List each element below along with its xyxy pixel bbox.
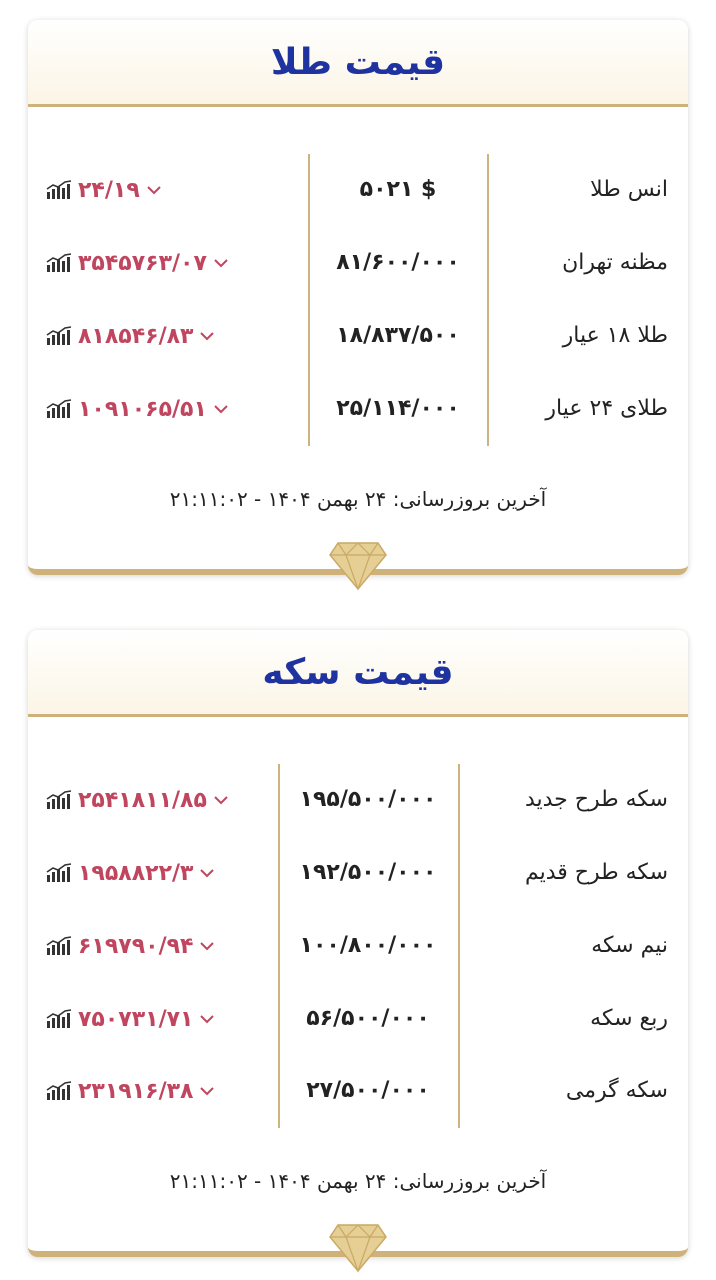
item-name: نیم سکه — [591, 933, 668, 958]
chart-bars-icon[interactable] — [46, 863, 72, 883]
coin-price-table — [28, 764, 688, 1128]
change-value: ۲۴/۱۹ — [78, 177, 140, 203]
chevron-down-icon — [199, 867, 215, 879]
gold-price-table — [28, 154, 688, 446]
item-price: ۱۹۵/۵۰۰/۰۰۰ — [299, 787, 437, 812]
coin-card-header — [28, 630, 688, 717]
change-value: ۱۹۵۸۸۲۲/۳ — [78, 860, 194, 886]
chevron-down-icon — [199, 330, 215, 342]
chart-bars-icon[interactable] — [46, 253, 72, 273]
chart-bars-icon[interactable] — [46, 1009, 72, 1029]
diamond-icon — [328, 539, 388, 591]
change-value: ۱۰۹۱۰۶۵/۵۱ — [78, 396, 207, 422]
item-change[interactable] — [46, 1071, 215, 1111]
last-updated: آخرین بروزرسانی: ۲۴ بهمن ۱۴۰۴ - ۲۱:۱۱:۰۲ — [169, 487, 547, 511]
chart-bars-icon[interactable] — [46, 790, 72, 810]
chart-bars-icon[interactable] — [46, 936, 72, 956]
change-value: ۲۵۴۱۸۱۱/۸۵ — [78, 787, 207, 813]
change-value: ۳۵۴۵۷۶۳/۰۷ — [78, 250, 207, 276]
diamond-icon — [328, 1221, 388, 1273]
change-value: ۶۱۹۷۹۰/۹۴ — [78, 933, 194, 959]
chevron-down-icon — [199, 940, 215, 952]
item-price: ۲۷/۵۰۰/۰۰۰ — [306, 1078, 430, 1103]
change-value: ۷۵۰۷۳۱/۷۱ — [78, 1006, 194, 1032]
chevron-down-icon — [146, 184, 162, 196]
chart-bars-icon[interactable] — [46, 180, 72, 200]
table-row — [28, 853, 688, 893]
table-row — [28, 316, 688, 356]
item-price: ۲۵/۱۱۴/۰۰۰ — [336, 396, 460, 421]
gold-price-card — [28, 20, 688, 575]
item-price: ۱۸/۸۳۷/۵۰۰ — [336, 323, 460, 348]
item-price: $ ۵۰۲۱ — [359, 177, 437, 202]
item-name: مظنه تهران — [562, 250, 668, 275]
chevron-down-icon — [213, 403, 229, 415]
gold-card-title: قیمت طلا — [270, 41, 446, 83]
table-row — [28, 926, 688, 966]
item-price: ۸۱/۶۰۰/۰۰۰ — [336, 250, 460, 275]
item-price: ۱۰۰/۸۰۰/۰۰۰ — [299, 933, 437, 958]
table-row — [28, 780, 688, 820]
chevron-down-icon — [199, 1085, 215, 1097]
item-name: طلا ۱۸ عیار — [562, 323, 668, 348]
item-name: انس طلا — [590, 177, 668, 202]
table-row — [28, 999, 688, 1039]
chevron-down-icon — [213, 794, 229, 806]
item-price: ۱۹۲/۵۰۰/۰۰۰ — [299, 860, 437, 885]
table-row — [28, 1071, 688, 1111]
item-change[interactable] — [46, 780, 229, 820]
item-change[interactable] — [46, 926, 215, 966]
item-change[interactable] — [46, 999, 215, 1039]
item-name: سکه طرح قدیم — [524, 860, 668, 885]
chart-bars-icon[interactable] — [46, 326, 72, 346]
item-change[interactable] — [46, 389, 229, 429]
coin-price-card — [28, 630, 688, 1257]
last-updated: آخرین بروزرسانی: ۲۴ بهمن ۱۴۰۴ - ۲۱:۱۱:۰۲ — [169, 1169, 547, 1193]
item-change[interactable] — [46, 316, 215, 356]
item-name: سکه طرح جدید — [524, 787, 668, 812]
chevron-down-icon — [199, 1013, 215, 1025]
item-name: سکه گرمی — [565, 1078, 668, 1103]
item-name: طلای ۲۴ عیار — [545, 396, 668, 421]
chart-bars-icon[interactable] — [46, 399, 72, 419]
item-name: ربع سکه — [590, 1006, 668, 1031]
change-value: ۲۳۱۹۱۶/۳۸ — [78, 1078, 194, 1104]
change-value: ۸۱۸۵۴۶/۸۳ — [78, 323, 194, 349]
chevron-down-icon — [213, 257, 229, 269]
coin-card-title: قیمت سکه — [262, 651, 454, 693]
item-price: ۵۶/۵۰۰/۰۰۰ — [306, 1006, 430, 1031]
table-row — [28, 170, 688, 210]
gold-card-header — [28, 20, 688, 107]
table-row — [28, 389, 688, 429]
chart-bars-icon[interactable] — [46, 1081, 72, 1101]
item-change[interactable] — [46, 170, 162, 210]
item-change[interactable] — [46, 853, 215, 893]
item-change[interactable] — [46, 243, 229, 283]
table-row — [28, 243, 688, 283]
